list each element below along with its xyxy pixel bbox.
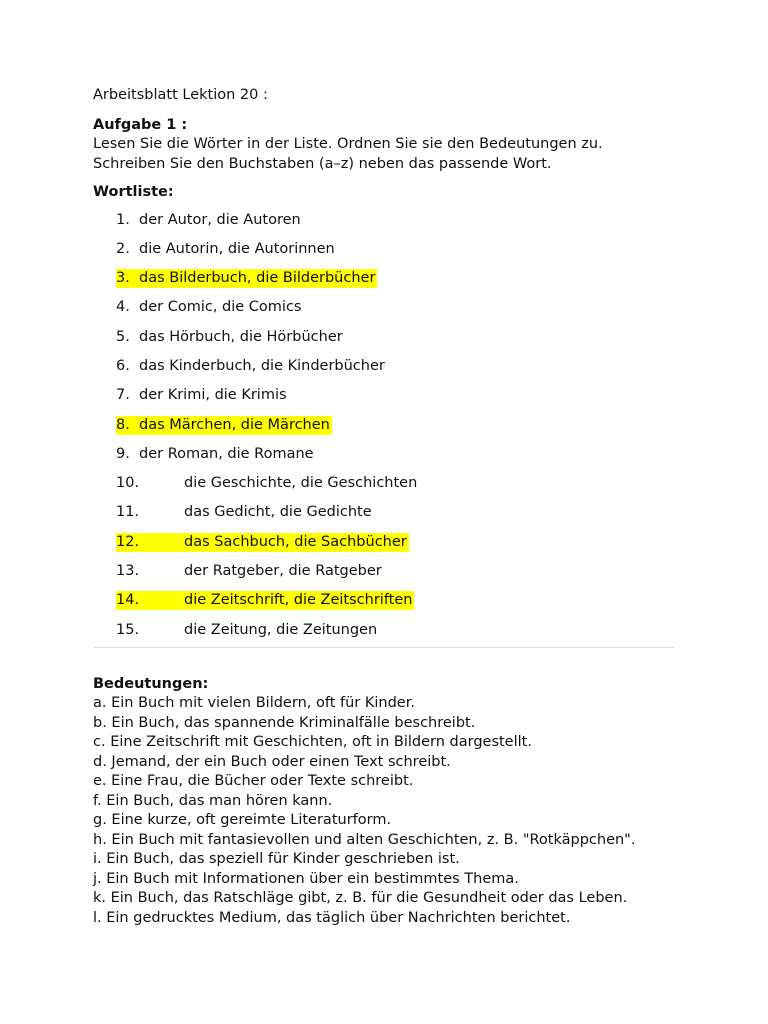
list-number: 11. [116, 504, 140, 521]
highlighted-text [116, 416, 332, 435]
word-list-item [93, 298, 675, 327]
word-text: der Roman, die Romane [139, 445, 314, 462]
word-entry [116, 386, 289, 405]
word-text: das Hörbuch, die Hörbücher [139, 328, 343, 345]
meaning-item: h. Ein Buch mit fantasievollen und alten Geschichten, z. B. "Rotkäppchen". [93, 831, 636, 848]
word-text: die Autorin, die Autorinnen [139, 240, 335, 257]
list-number: 12. [116, 533, 140, 550]
list-number: 6. [116, 357, 130, 374]
word-list-item [93, 445, 675, 474]
task-instruction-line: Lesen Sie die Wörter in der Liste. Ordnen Sie sie den Bedeutungen zu. [93, 136, 603, 152]
meaning-item: i. Ein Buch, das speziell für Kinder geschrieben ist. [93, 851, 460, 868]
word-list [93, 211, 675, 650]
meaning-item: b. Ein Buch, das spannende Kriminalfälle beschreibt. [93, 714, 476, 731]
word-list-item [93, 211, 675, 240]
word-entry [116, 445, 316, 464]
word-entry [116, 503, 374, 522]
word-text: der Krimi, die Krimis [139, 387, 287, 404]
task-instruction-line: Schreiben Sie den Buchstaben (a–z) neben das passende Wort. [93, 155, 552, 172]
list-number: 3. [116, 270, 130, 287]
word-text: das Sachbuch, die Sachbücher [184, 533, 407, 550]
word-list-item [93, 533, 675, 562]
word-text: die Geschichte, die Geschichten [184, 475, 418, 492]
word-list-heading: Wortliste: [93, 184, 174, 200]
word-list-item [93, 269, 675, 298]
list-number: 5. [116, 328, 130, 345]
word-entry [116, 562, 384, 581]
meaning-item: k. Ein Buch, das Ratschläge gibt, z. B. für die Gesundheit oder das Leben. [93, 890, 628, 907]
list-number: 15. [116, 621, 140, 638]
word-list-item [93, 503, 675, 532]
word-list-item [93, 562, 675, 591]
meaning-item: e. Eine Frau, die Bücher oder Texte schreibt. [93, 773, 414, 790]
word-text: der Ratgeber, die Ratgeber [184, 563, 382, 580]
meanings-heading: Bedeutungen: [93, 675, 209, 692]
word-entry [116, 328, 345, 347]
word-entry [116, 240, 337, 259]
word-text: die Zeitschrift, die Zeitschriften [184, 592, 413, 609]
list-number: 13. [116, 563, 140, 580]
list-number: 4. [116, 299, 130, 316]
word-list-item [93, 240, 675, 269]
word-list-item [93, 357, 675, 386]
word-list-item [93, 621, 675, 650]
meaning-item: l. Ein gedrucktes Medium, das täglich über Nachrichten berichtet. [93, 909, 571, 926]
word-list-item [93, 416, 675, 445]
word-text: das Bilderbuch, die Bilderbücher [139, 270, 376, 287]
highlighted-text [116, 591, 414, 610]
word-text: das Märchen, die Märchen [139, 416, 330, 433]
word-list-item [93, 328, 675, 357]
list-number: 8. [116, 416, 130, 433]
word-list-item [93, 386, 675, 415]
list-number: 2. [116, 240, 130, 257]
task-heading: Aufgabe 1 : [93, 116, 188, 133]
meaning-item: c. Eine Zeitschrift mit Geschichten, oft in Bildern dargestellt. [93, 734, 532, 751]
meanings-list [93, 694, 675, 928]
meaning-item: f. Ein Buch, das man hören kann. [93, 792, 333, 809]
word-entry [116, 211, 303, 230]
word-entry [116, 298, 303, 317]
word-text: der Autor, die Autoren [139, 211, 301, 228]
word-text: das Gedicht, die Gedichte [184, 504, 372, 521]
list-number: 7. [116, 387, 130, 404]
word-text: der Comic, die Comics [139, 299, 302, 316]
list-number: 14. [116, 592, 140, 609]
list-number: 9. [116, 445, 130, 462]
list-number: 10. [116, 475, 140, 492]
word-entry [116, 474, 419, 493]
word-list-item [93, 591, 675, 620]
highlighted-text [116, 269, 377, 288]
worksheet-title: Arbeitsblatt Lektion 20 : [93, 87, 268, 103]
meaning-item: d. Jemand, der ein Buch oder einen Text schreibt. [93, 753, 451, 770]
meaning-item: j. Ein Buch mit Informationen über ein bestimmtes Thema. [93, 870, 519, 887]
word-list-item [93, 474, 675, 503]
meaning-item: g. Eine kurze, oft gereimte Literaturform. [93, 812, 392, 829]
word-text: die Zeitung, die Zeitungen [184, 621, 378, 638]
word-text: das Kinderbuch, die Kinderbücher [139, 357, 385, 374]
word-entry [116, 357, 387, 376]
list-number: 1. [116, 211, 130, 228]
word-entry [116, 621, 379, 640]
meaning-item: a. Ein Buch mit vielen Bildern, oft für Kinder. [93, 695, 415, 712]
worksheet [93, 86, 675, 928]
highlighted-text [116, 533, 409, 552]
